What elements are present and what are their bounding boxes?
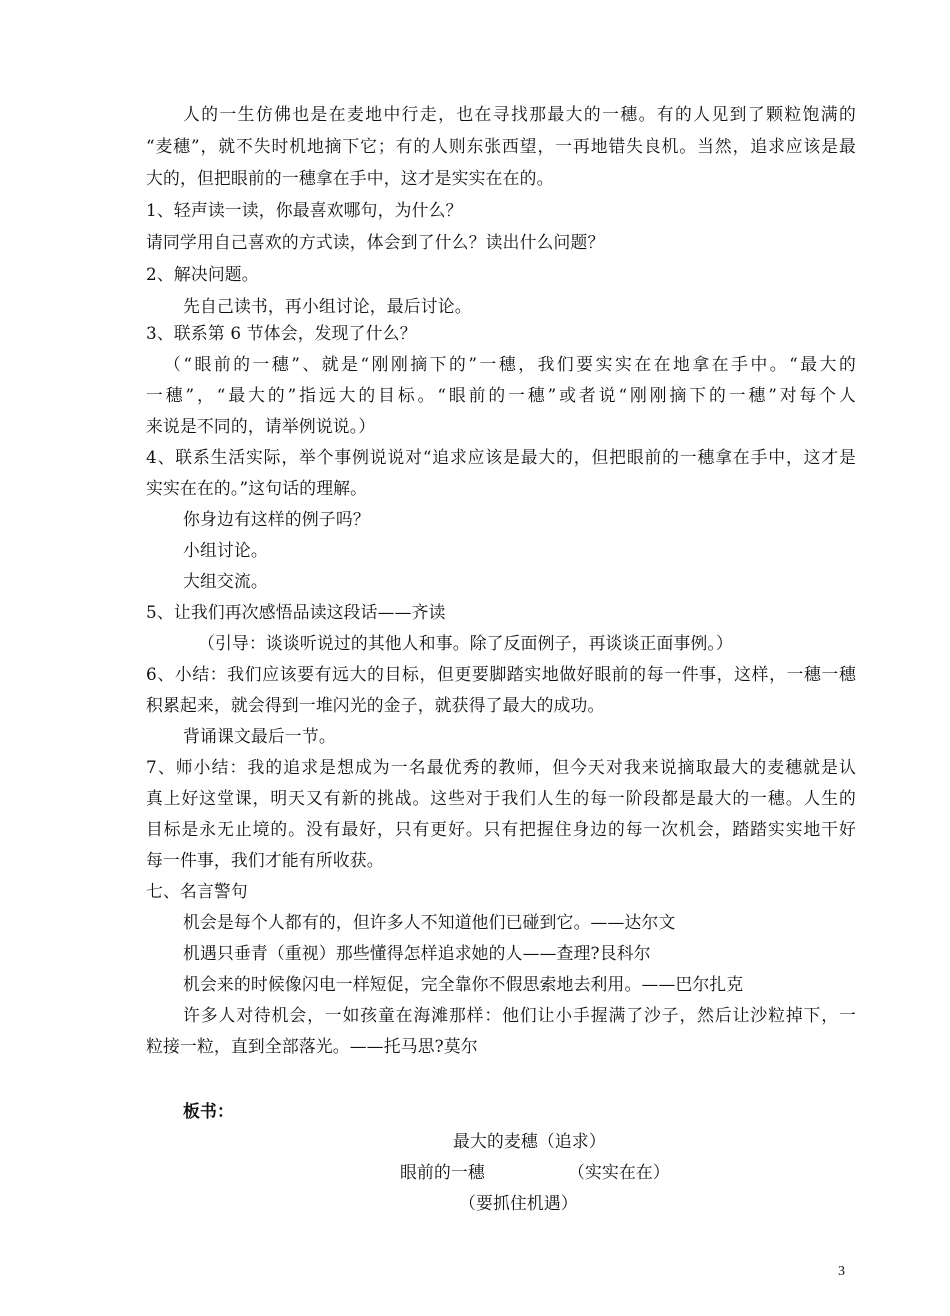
quote-4-line-1: 许多人对待机会，一如孩童在海滩那样：他们让小手握满了沙子，然后让沙粒掉下，一 [183, 1005, 856, 1025]
board-right: （实实在在） [568, 1162, 670, 1182]
board-title: 最大的麦穗（追求） [453, 1131, 606, 1151]
quote-3: 机会来的时候像闪电一样短促，完全靠你不假思索地去利用。——巴尔扎克 [183, 974, 744, 994]
quote-1: 机会是每个人都有的，但许多人不知道他们已碰到它。——达尔文 [183, 912, 676, 932]
page-number: 3 [838, 1264, 845, 1279]
step6-line-2: 积累起来，就会得到一堆闪光的金子，就获得了最大的成功。 [146, 695, 605, 715]
intro-line-2: “麦穗”，就不失时机地摘下它；有的人则东张西望，一再地错失良机。当然，追求应该是最 [146, 136, 856, 156]
quotes-heading: 七、名言警句 [146, 881, 248, 901]
step6-line-1: 6、小结：我们应该要有远大的目标，但更要脚踏实地做好眼前的每一件事，这样，一穗一穗 [146, 664, 856, 684]
board-label: 板书： [183, 1101, 234, 1121]
quote-2: 机遇只垂青（重视）那些懂得怎样追求她的人——查理?艮科尔 [183, 943, 651, 963]
step3-line-1: （“眼前的一穗”、就是“刚刚摘下的”一穗，我们要实实在在地拿在手中。“最大的 [164, 354, 856, 374]
step2-title: 2、解决问题。 [146, 264, 259, 284]
step3-title: 3、联系第 6 节体会，发现了什么？ [146, 323, 417, 343]
step4-question: 你身边有这样的例子吗？ [183, 509, 370, 529]
board-left: 眼前的一穗 [400, 1162, 485, 1182]
step3-line-2: 一穗”，“最大的”指远大的目标。“眼前的一穗”或者说“刚刚摘下的一穗”对每个人 [146, 385, 856, 405]
step7-line-2: 真上好这堂课，明天又有新的挑战。这些对于我们人生的每一阶段都是最大的一穗。人生的 [146, 788, 856, 808]
step7-line-1: 7、师小结：我的追求是想成为一名最优秀的教师，但今天对我来说摘取最大的麦穗就是认 [146, 757, 856, 777]
step7-line-3: 目标是永无止境的。没有最好，只有更好。只有把握住身边的每一次机会，踏踏实实地干好 [146, 819, 856, 839]
intro-line-1: 人的一生仿佛也是在麦地中行走，也在寻找那最大的一穗。有的人见到了颗粒饱满的 [183, 104, 856, 124]
board-bottom: （要抓住机遇） [459, 1193, 578, 1213]
step5-title: 5、让我们再次感悟品读这段话——齐读 [146, 602, 446, 622]
quote-4-line-2: 粒接一粒，直到全部落光。——托马思?莫尔 [146, 1036, 478, 1056]
step2-body: 先自己读书，再小组讨论，最后讨论。 [183, 296, 472, 316]
step4-answer-1: 小组讨论。 [183, 540, 268, 560]
step4-answer-2: 大组交流。 [183, 571, 268, 591]
intro-line-3: 大的，但把眼前的一穗拿在手中，这才是实实在在的。 [146, 168, 554, 188]
step1-title: 1、轻声读一读，你最喜欢哪句，为什么？ [146, 200, 463, 220]
step7-line-4: 每一件事，我们才能有所收获。 [146, 850, 384, 870]
step4-line-2: 实实在在的。”这句话的理解。 [146, 478, 368, 498]
step4-line-1: 4、联系生活实际，举个事例说说对“追求应该是最大的，但把眼前的一穗拿在手中，这才是 [146, 447, 856, 467]
step3-line-3: 来说是不同的，请举例说说。） [146, 416, 376, 436]
step6-recite: 背诵课文最后一节。 [183, 726, 336, 746]
step1-body: 请同学用自己喜欢的方式读，体会到了什么？读出什么问题？ [146, 232, 605, 252]
step5-note: （引导：谈谈听说过的其他人和事。除了反面例子，再谈谈正面事例。） [198, 633, 734, 653]
